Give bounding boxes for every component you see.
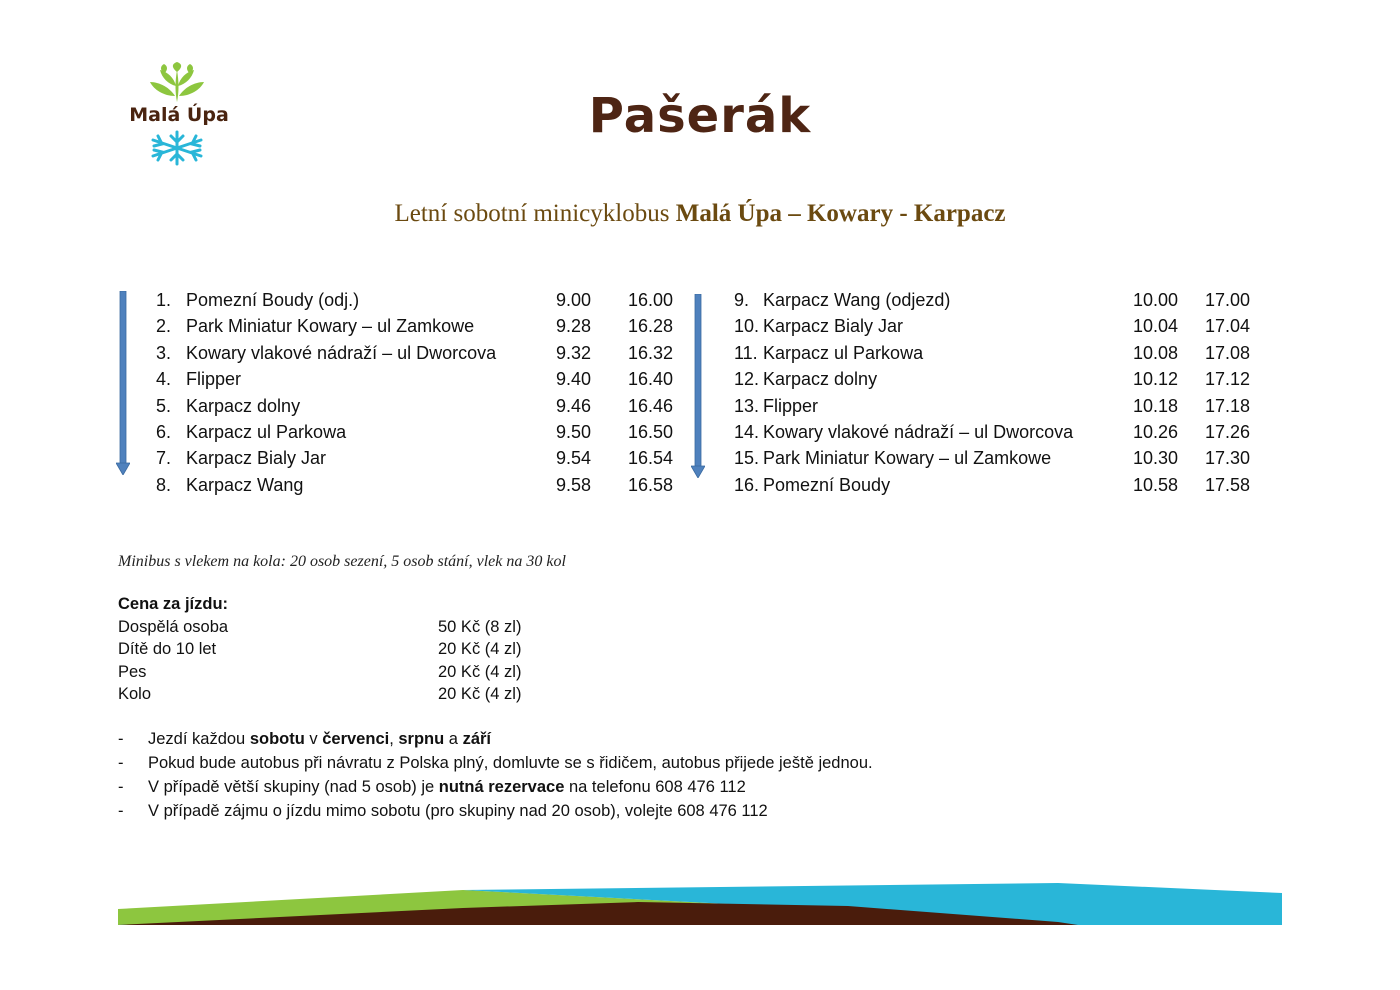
departure-morning: 10.58 — [1133, 474, 1179, 495]
stop-name: Karpacz ul Parkowa — [186, 421, 347, 442]
stop-name: Flipper — [763, 395, 819, 416]
stop-name: Kowary vlakové nádraží – ul Dworcova — [186, 342, 497, 363]
bullet-dash: - — [118, 754, 124, 772]
page-subtitle — [300, 200, 1100, 228]
stop-number: 6. — [156, 421, 172, 442]
timetable-row — [734, 419, 1265, 445]
bullet-text — [148, 727, 491, 751]
departure-morning: 10.26 — [1133, 421, 1179, 442]
snowflake-icon — [120, 130, 235, 170]
page-title: Pašerák — [588, 88, 812, 144]
bullet-item — [118, 799, 873, 823]
departure-afternoon: 17.26 — [1205, 421, 1251, 442]
bullet-emphasis: nutná rezervace — [438, 778, 565, 796]
timetable-row — [156, 472, 688, 498]
stop-name: Park Miniatur Kowary – ul Zamkowe — [186, 316, 475, 337]
bullet-fragment: V případě zájmu o jízdu mimo sobotu (pro skupiny nad 20 osob), volejte 608 476 112 — [148, 802, 768, 820]
departure-afternoon: 16.00 — [628, 290, 674, 310]
stop-name: Pomezní Boudy — [763, 474, 891, 495]
departure-morning: 9.32 — [556, 342, 592, 363]
stop-number: 11. — [734, 342, 758, 363]
bullet-fragment: a — [444, 730, 463, 748]
departure-afternoon: 16.40 — [628, 369, 674, 390]
departure-afternoon: 16.28 — [628, 316, 674, 337]
stop-name: Karpacz ul Parkowa — [763, 342, 924, 363]
departure-afternoon: 17.00 — [1205, 290, 1251, 310]
bullet-text — [148, 751, 873, 775]
departure-morning: 10.30 — [1133, 448, 1179, 469]
price-heading: Cena za jízdu: — [118, 595, 229, 613]
stop-number: 9. — [734, 290, 750, 310]
departure-afternoon: 16.58 — [628, 474, 674, 495]
timetable-return — [734, 287, 1265, 498]
departure-afternoon: 16.32 — [628, 342, 674, 363]
timetable-row — [156, 366, 688, 392]
stop-number: 7. — [156, 448, 172, 469]
info-bullets — [118, 727, 873, 823]
logo — [120, 62, 235, 172]
timetable-row — [156, 340, 688, 366]
departure-morning: 9.40 — [556, 369, 592, 390]
departure-morning: 9.28 — [556, 316, 592, 337]
bullet-item — [118, 775, 873, 799]
stop-name: Karpacz dolny — [186, 395, 301, 416]
stop-name: Karpacz Wang (odjezd) — [763, 290, 951, 310]
departure-afternoon: 17.30 — [1205, 448, 1251, 469]
bullet-item — [118, 727, 873, 751]
bullet-fragment: Pokud bude autobus při návratu z Polska plný, domluvte se s řidičem, autobus přijede ještě jednou. — [148, 754, 873, 772]
bullet-fragment: , — [389, 730, 399, 748]
price-value: 20 Kč (4 zl) — [438, 685, 522, 703]
stop-number: 16. — [734, 474, 760, 495]
bullet-fragment: Jezdí každou — [148, 730, 250, 748]
bullet-fragment: na telefonu 608 476 112 — [564, 778, 746, 796]
timetable-row — [734, 313, 1265, 339]
departure-morning: 10.18 — [1133, 395, 1179, 416]
bullet-dash: - — [118, 778, 124, 796]
bullet-text — [148, 775, 746, 799]
vehicle-note: Minibus s vlekem na kola: 20 osob sezení, 5 osob stání, vlek na 30 kol — [118, 553, 566, 570]
departure-afternoon: 17.08 — [1205, 342, 1251, 363]
price-category: Pes — [118, 662, 147, 681]
departure-morning: 9.58 — [556, 474, 592, 495]
departure-afternoon: 17.12 — [1205, 369, 1251, 390]
timetable-row — [734, 393, 1265, 419]
stop-number: 8. — [156, 474, 172, 495]
stop-name: Karpacz dolny — [763, 369, 878, 390]
price-row — [118, 638, 521, 661]
down-arrow-icon — [691, 294, 705, 478]
bullet-text — [148, 799, 768, 823]
price-value: 20 Kč (4 zl) — [438, 662, 522, 681]
stop-name: Flipper — [186, 369, 242, 390]
departure-morning: 9.00 — [556, 290, 592, 310]
bullet-emphasis: srpnu — [398, 730, 445, 748]
timetable-outbound — [156, 287, 688, 498]
departure-afternoon: 16.46 — [628, 395, 674, 416]
price-value: 50 Kč (8 zl) — [438, 617, 522, 636]
price-list — [118, 593, 521, 706]
price-row — [118, 616, 521, 639]
stop-name: Karpacz Bialy Jar — [763, 316, 904, 337]
price-category: Dítě do 10 let — [118, 640, 217, 658]
departure-morning: 9.54 — [556, 448, 592, 469]
stop-number: 15. — [734, 448, 760, 469]
subtitle-route: Malá Úpa – Kowary - Karpacz — [675, 200, 1006, 227]
subtitle-prefix: Letní sobotní minicyklobus — [394, 200, 676, 227]
bullet-emphasis: září — [462, 730, 492, 748]
logo-text: Malá Úpa — [129, 104, 229, 126]
departure-morning: 10.08 — [1133, 342, 1179, 363]
timetable-row — [734, 366, 1265, 392]
departure-morning: 10.12 — [1133, 369, 1179, 390]
departure-morning: 10.04 — [1133, 316, 1179, 337]
bullet-item — [118, 751, 873, 775]
stop-number: 3. — [156, 342, 172, 363]
price-category: Dospělá osoba — [118, 617, 229, 636]
bullet-fragment: V případě větší skupiny (nad 5 osob) je — [148, 778, 439, 796]
timetable-row — [156, 287, 688, 313]
departure-morning: 9.46 — [556, 395, 592, 416]
departure-morning: 10.00 — [1133, 290, 1179, 310]
bullet-dash: - — [118, 730, 124, 748]
price-category: Kolo — [118, 685, 152, 703]
price-row — [118, 661, 521, 684]
bullet-dash: - — [118, 802, 124, 820]
stop-name: Karpacz Bialy Jar — [186, 448, 327, 469]
stop-number: 13. — [734, 395, 760, 416]
stop-number: 14. — [734, 421, 760, 442]
stop-number: 5. — [156, 395, 172, 416]
stop-number: 10. — [734, 316, 760, 337]
departure-afternoon: 16.54 — [628, 448, 674, 469]
stop-name: Pomezní Boudy (odj.) — [186, 290, 360, 310]
departure-afternoon: 16.50 — [628, 421, 674, 442]
departure-afternoon: 17.04 — [1205, 316, 1251, 337]
departure-afternoon: 17.58 — [1205, 474, 1251, 495]
timetable-row — [156, 445, 688, 471]
departure-morning: 9.50 — [556, 421, 592, 442]
decorative-landscape-bands — [118, 878, 1282, 930]
bullet-emphasis: sobotu — [249, 730, 305, 748]
stop-number: 4. — [156, 369, 172, 390]
stop-number: 12. — [734, 369, 760, 390]
departure-afternoon: 17.18 — [1205, 395, 1251, 416]
timetable-row — [734, 445, 1265, 471]
leaves-icon — [120, 62, 235, 106]
timetable-row — [156, 313, 688, 339]
stop-number: 2. — [156, 316, 172, 337]
down-arrow-icon — [116, 291, 130, 475]
bullet-emphasis: červenci — [322, 730, 390, 748]
stop-name: Park Miniatur Kowary – ul Zamkowe — [763, 448, 1052, 469]
stop-name: Kowary vlakové nádraží – ul Dworcova — [763, 421, 1074, 442]
price-row — [118, 683, 521, 706]
timetable-row — [156, 393, 688, 419]
timetable-row — [734, 472, 1265, 498]
bullet-fragment: v — [304, 730, 323, 748]
stop-number: 1. — [156, 290, 172, 310]
timetable-row — [734, 340, 1265, 366]
stop-name: Karpacz Wang — [186, 474, 304, 495]
price-rows — [118, 616, 521, 706]
price-value: 20 Kč (4 zl) — [438, 640, 522, 658]
timetable-row — [734, 287, 1265, 313]
timetable-row — [156, 419, 688, 445]
